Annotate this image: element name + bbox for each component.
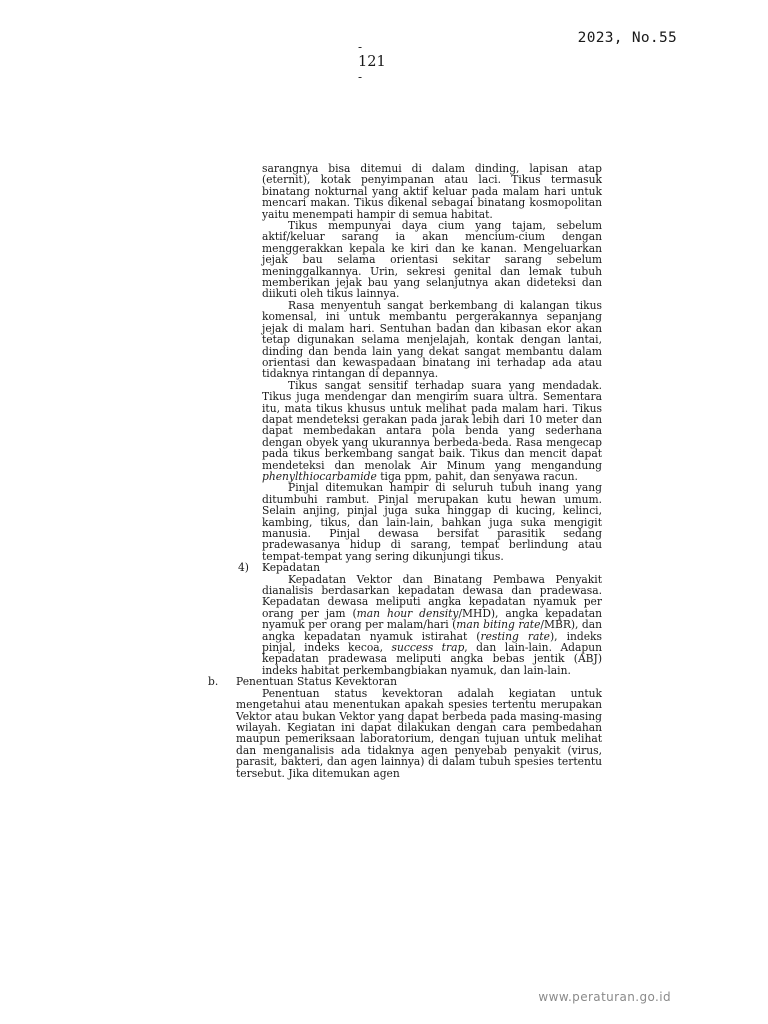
page-number-block — [358, 40, 398, 84]
density-italic-2: man biting rate — [456, 618, 541, 632]
footer-watermark: www.peraturan.go.id — [538, 990, 671, 1004]
density-text-3: /MBR), dan angka kepadatan nyamuk istirahat ( — [262, 618, 602, 643]
density-text-2: /MHD), angka kepadatan nyamuk per orang per malam/hari ( — [262, 606, 602, 632]
item-4-heading: Kepadatan — [262, 561, 320, 575]
paragraph-habitat: sarangnya bisa ditemui di dalam dinding, lapisan atap (eternit), kotak penyimpanan atau laci. Tikus termasuk binatang nokturnal yang aktif keluar pada malam hari untuk mencari makan. Tikus dikenal sebagai binatang kosmopolitan yaitu menempati hampir di semua habitat. — [262, 162, 602, 221]
gazette-reference: 2023, No.55 — [577, 30, 677, 46]
page-number-dash-bottom: - — [358, 70, 363, 84]
document-body — [206, 163, 602, 779]
item-4-heading-row — [206, 562, 602, 573]
paragraph-touch: Rasa menyentuh sangat berkembang di kalangan tikus komensal, ini untuk membantu pergerakannya sepanjang jejak di malam hari. Sentuhan badan dan kibasan ekor akan tetap digunakan selama menjelajah, kontak dengan lantai, dinding dan benda lain yang dekat sangat membantu dalam orientasi dan kewaspadaan binatang ini terhadap ada atau tidaknya rintangan di depannya. — [262, 298, 602, 381]
density-text-1: Kepadatan Vektor dan Binatang Pembawa Penyakit dianalisis berdasarkan kepadatan dewasa dan pradewasa. Kepadatan dewasa meliputi angka kepadatan nyamuk per orang per jam ( — [262, 572, 602, 620]
item-b-body — [236, 688, 602, 779]
item-b-marker: b. — [208, 675, 219, 689]
rat-description-section — [262, 163, 602, 562]
page-number: 121 — [358, 54, 386, 70]
density-italic-4: success trap — [391, 641, 465, 655]
density-italic-1: man hour density — [356, 606, 459, 620]
item-b-heading: Penentuan Status Kevektoran — [236, 675, 397, 689]
paragraph-smell: Tikus mempunyai daya cium yang tajam, sebelum aktif/keluar sarang ia akan mencium-cium dengan menggerakkan kepala ke kiri dan ke kanan. Mengeluarkan jejak bau selama orientasi sekitar sarang sebelum meninggalkannya. Urin, sekresi genital dan lemak tubuh memberikan jejak bau yang selanjutnya akan dideteksi dan diikuti oleh tikus lainnya. — [262, 219, 602, 301]
paragraph-hearing-italic: phenylthiocarbamide — [262, 469, 377, 483]
paragraph-hearing-text-b: tiga ppm, pahit, dan senyawa racun. — [376, 469, 578, 483]
density-italic-3: resting rate — [480, 629, 550, 643]
paragraph-vector-status: Penentuan status kevektoran adalah kegiatan untuk mengetahui atau menentukan apakah spesies tertentu merupakan Vektor atau bukan Vektor yang dapat berbeda pada masing-masing wilayah. Kegiatan ini dapat dilakukan dengan cara pembedahan maupun pemeriksaan laboratorium, dengan tujuan untuk melihat dan menganalisis ada tidaknya agen penyebab penyakit (virus, parasit, bakteri, dan agen lainnya) di dalam tubuh spesies tertentu tersebut. Jika ditemukan agen — [236, 686, 602, 780]
paragraph-density — [262, 574, 602, 677]
item-b-heading-row — [206, 676, 602, 687]
page-number-dash-top: - — [358, 40, 363, 54]
density-text-5: , dan lain-lain. Adapun kepadatan pradewasa meliputi angka bebas jentik (ABJ) indeks habitat perkembangbiakan nyamuk, dan lain-lain. — [262, 641, 602, 677]
paragraph-hearing — [262, 380, 602, 483]
paragraph-hearing-text-a: Tikus sangat sensitif terhadap suara yang mendadak. Tikus juga mendengar dan mengirim suara ultra. Sementara itu, mata tikus khusus untuk melihat pada malam hari. Tikus dapat mendeteksi gerakan pada jarak lebih dari 10 meter dan dapat membedakan antara pola benda yang sederhana dengan obyek yang ukurannya berbeda-beda. Rasa mengecap pada tikus berkembang sangat baik. Tikus dan mencit dapat mendeteksi dan menolak Air Minum yang mengandung — [262, 378, 602, 472]
paragraph-flea: Pinjal ditemukan hampir di seluruh tubuh inang yang ditumbuhi rambut. Pinjal merupakan kutu hewan umum. Selain anjing, pinjal juga suka hinggap di kucing, kelinci, kambing, tikus, dan lain-lain, bahkan juga suka mengigit manusia. Pinjal dewasa bersifat parasitik sedang pradewasanya hidup di sarang, tempat berlindung atau tempat-tempat yang sering dikunjungi tikus. — [262, 481, 602, 563]
density-text-4: ), indeks pinjal, indeks kecoa, — [262, 629, 602, 655]
item-4-marker: 4) — [238, 561, 249, 575]
item-4-body — [262, 574, 602, 677]
